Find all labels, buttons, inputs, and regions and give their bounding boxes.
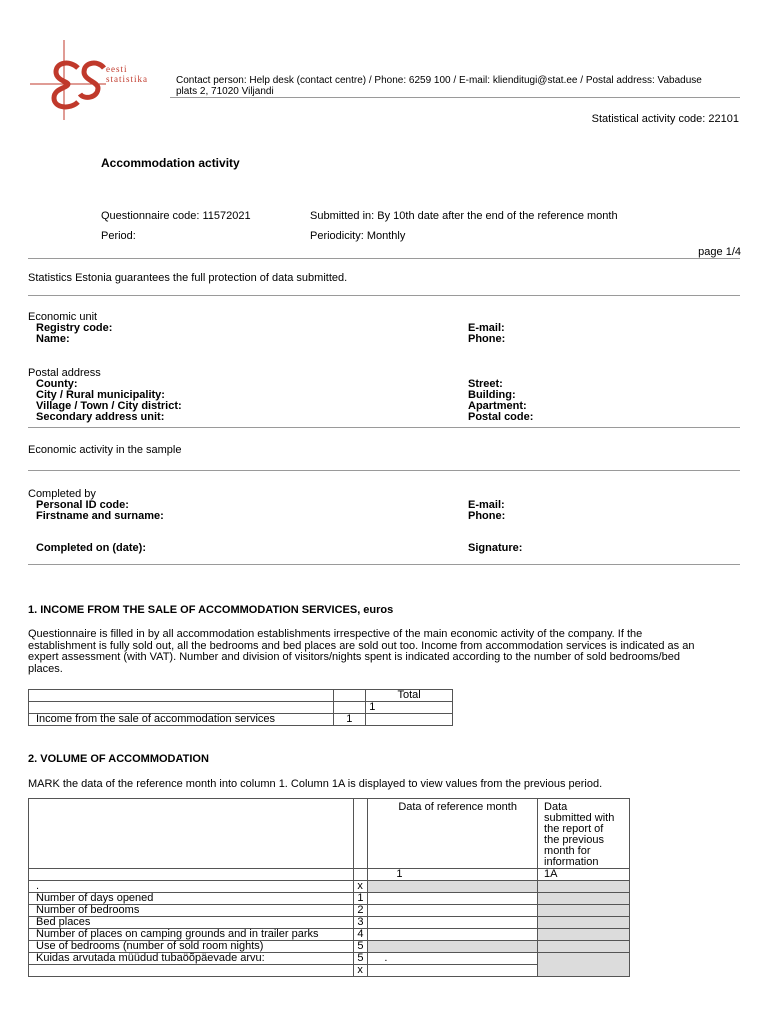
acc-row-label: Number of bedrooms — [29, 905, 354, 917]
acc-col1a-header-line: the report of — [544, 823, 604, 835]
acc-colnum-code-blank — [354, 869, 368, 881]
acc-row-label: Bed places — [29, 917, 354, 929]
acc-row-prev — [538, 905, 630, 917]
section2-title: 2. VOLUME OF ACCOMMODATION — [28, 753, 209, 765]
acc-row-code: 2 — [354, 905, 368, 917]
acc-row-value-input[interactable] — [368, 893, 538, 905]
table-row — [29, 905, 630, 917]
postal-code-label: Postal code: — [468, 411, 534, 423]
acc-header-code-blank — [354, 799, 368, 869]
income-value-input[interactable] — [366, 714, 453, 726]
submitted-in: Submitted in: By 10th date after the end of the reference month — [310, 210, 618, 222]
acc-row-value-input[interactable] — [368, 905, 538, 917]
acc-row-value-input[interactable]: . — [368, 953, 538, 965]
registry-code-label: Registry code: — [36, 322, 113, 334]
completed-rule — [28, 564, 740, 565]
section1-para-line: establishment is fully sold out, all the bedrooms and bed places are sold out too. Income from accommodation services is indicated as an — [28, 639, 695, 652]
acc-col1a-header-line: Data — [544, 801, 568, 813]
acc-col1a-header-line: month for — [544, 845, 591, 857]
signature-label: Signature: — [468, 542, 523, 554]
village-label: Village / Town / City district: — [36, 400, 182, 412]
guarantee-rule — [28, 295, 740, 296]
income-header-code-blank — [334, 690, 366, 702]
income-total-colnum: 1 — [366, 702, 453, 714]
acc-header-blank — [29, 799, 354, 869]
table-row — [29, 881, 630, 893]
periodicity: Periodicity: Monthly — [310, 230, 406, 242]
income-table — [28, 689, 453, 726]
income-colnum-blank — [29, 702, 334, 714]
acc-row-code: x — [354, 881, 368, 893]
page-number: page 1/4 — [698, 246, 741, 258]
acc-row-code: 5 — [354, 953, 368, 965]
activity-code: Statistical activity code: 22101 — [591, 113, 739, 125]
section1-para-line: Questionnaire is filled in by all accommodation establishments irrespective of the main economic activity of the company. If the — [28, 628, 643, 640]
acc-row-prev — [538, 917, 630, 929]
acc-row-prev — [538, 929, 630, 941]
acc-row-value — [368, 965, 538, 977]
accommodation-table — [28, 798, 630, 977]
completed-email-label: E-mail: — [468, 499, 505, 511]
completed-on-label: Completed on (date): — [36, 542, 146, 554]
table-row — [29, 929, 630, 941]
postal-heading: Postal address — [28, 367, 101, 379]
table-row — [29, 953, 630, 965]
contact-line2: plats 2, 71020 Viljandi — [176, 86, 274, 97]
street-label: Street: — [468, 378, 503, 390]
postal-rule — [28, 427, 740, 428]
apartment-label: Apartment: — [468, 400, 527, 412]
meta-rule — [28, 258, 740, 259]
acc-row-label: Kuidas arvutada müüdud tubaöõpäevade arvu: — [29, 953, 354, 965]
income-colnum-code-blank — [334, 702, 366, 714]
personal-id-label: Personal ID code: — [36, 499, 129, 511]
acc-row-code: 4 — [354, 929, 368, 941]
acc-row-label: Number of days opened — [29, 893, 354, 905]
table-row — [29, 714, 453, 726]
acc-colnum-blank — [29, 869, 354, 881]
income-total-header: Total — [366, 690, 453, 702]
acc-row-code: 5 — [354, 941, 368, 953]
acc-row-value-input[interactable] — [368, 917, 538, 929]
acc-row-code: x — [354, 965, 368, 977]
section1-title: 1. INCOME FROM THE SALE OF ACCOMMODATION SERVICES, euros — [28, 604, 394, 616]
acc-row-code: 1 — [354, 893, 368, 905]
name-label: Name: — [36, 333, 70, 345]
es-logo-icon — [30, 38, 110, 128]
income-row-code: 1 — [334, 714, 366, 726]
acc-row-label: Use of bedrooms (number of sold room nights) — [29, 941, 354, 953]
secondary-label: Secondary address unit: — [36, 411, 165, 423]
acc-col1a-header-line: submitted with — [544, 812, 615, 824]
acc-row-code: 3 — [354, 917, 368, 929]
unit-email-label: E-mail: — [468, 322, 505, 334]
acc-row-value-input[interactable] — [368, 929, 538, 941]
acc-row-label: . — [29, 881, 354, 893]
table-row — [29, 917, 630, 929]
questionnaire-code: Questionnaire code: 11572021 — [101, 210, 251, 222]
table-row — [29, 893, 630, 905]
contact-line1: Contact person: Help desk (contact centre) / Phone: 6259 100 / E-mail: klienditugi@stat.ee / Postal address: Vabaduse — [176, 75, 702, 86]
acc-col1a-header-line: the previous — [544, 834, 604, 846]
acc-row-prev — [538, 941, 630, 953]
table-row — [29, 941, 630, 953]
section1-para-line: expert assessment (with VAT). Number and division of visitors/nights spent is indicated according to the number of sold bedrooms/bed — [28, 651, 680, 663]
acc-col1-num: 1 — [368, 869, 538, 881]
income-header-blank — [29, 690, 334, 702]
acc-row-label: Number of places on camping grounds and in trailer parks — [29, 929, 354, 941]
completed-heading: Completed by — [28, 488, 96, 500]
section2-instruction: MARK the data of the reference month into column 1. Column 1A is displayed to view values from the previous period. — [28, 778, 603, 790]
logo-line1: eesti — [106, 64, 128, 74]
acc-row-prev — [538, 953, 630, 977]
section1-paragraph — [28, 629, 694, 675]
economic-unit-heading: Economic unit — [28, 311, 98, 323]
logo-line2: statistika — [106, 74, 148, 84]
income-row-label: Income from the sale of accommodation services — [29, 714, 334, 726]
acc-row-prev — [538, 893, 630, 905]
acc-col1-header: Data of reference month — [368, 799, 538, 869]
city-label: City / Rural municipality: — [36, 389, 165, 401]
header-rule — [170, 97, 740, 98]
stat-estonia-logo — [30, 38, 180, 128]
page-title: Accommodation activity — [101, 156, 240, 170]
county-label: County: — [36, 378, 78, 390]
activity-rule — [28, 470, 740, 471]
acc-row-value — [368, 941, 538, 953]
acc-row-value — [368, 881, 538, 893]
firstname-label: Firstname and surname: — [36, 510, 164, 522]
period-label: Period: — [101, 230, 136, 242]
economic-activity-label: Economic activity in the sample — [28, 444, 182, 456]
completed-phone-label: Phone: — [468, 510, 506, 522]
acc-row-prev — [538, 881, 630, 893]
acc-col1a-header — [538, 799, 630, 869]
acc-row-label — [29, 965, 354, 977]
guarantee-text: Statistics Estonia guarantees the full protection of data submitted. — [28, 272, 348, 284]
building-label: Building: — [468, 389, 516, 401]
section1-para-line: places. — [28, 662, 63, 675]
acc-col1a-num: 1A — [538, 869, 630, 881]
unit-phone-label: Phone: — [468, 333, 506, 345]
acc-col1a-header-line: information — [544, 856, 599, 868]
